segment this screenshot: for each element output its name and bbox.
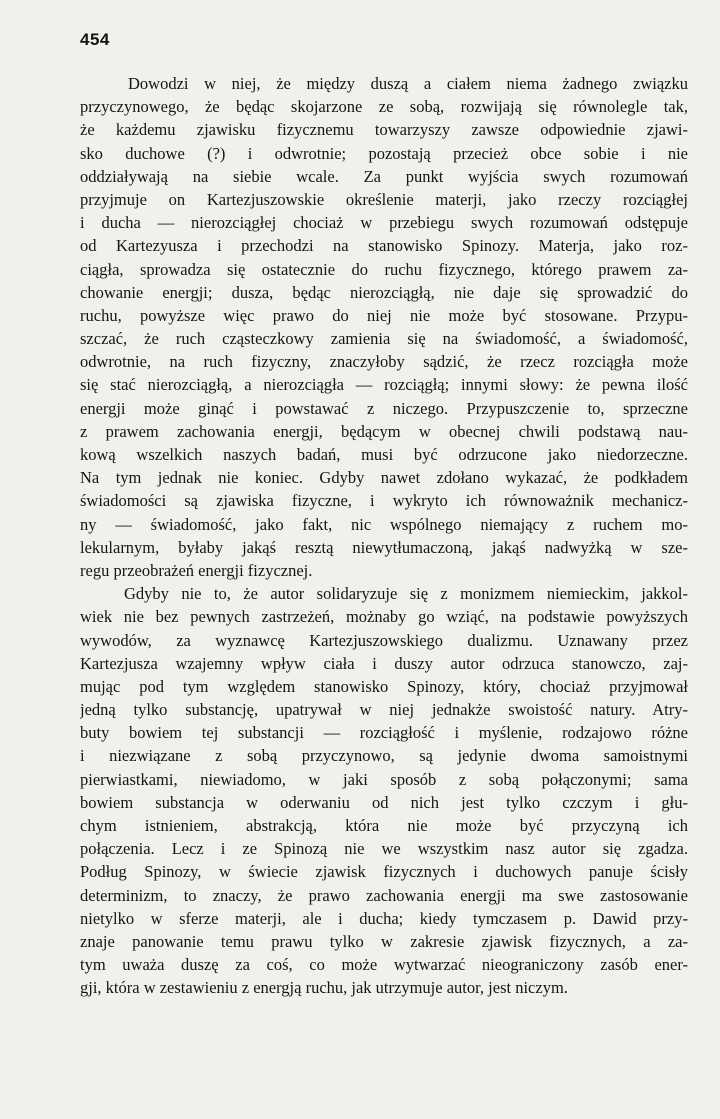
text-line: mując pod tym względem stanowisko Spinozy, który, chociaż przyjmował xyxy=(80,676,688,696)
text-line: pierwiastkami, niewiadomo, w jaki sposób z sobą połączonymi; sama xyxy=(80,769,688,789)
text-line: energji może ginąć i powstawać z niczego. Przypuszczenie to, sprzeczne xyxy=(80,398,688,418)
text-line: nietylko w sferze materji, ale i ducha; kiedy tymczasem p. Dawid przy- xyxy=(80,908,688,928)
text-line: sko duchowe (?) i odwrotnie; pozostają przecież obce sobie i nie xyxy=(80,143,688,163)
text-line: przyczynowego, że będąc skojarzone ze sobą, rozwijają się równolegle tak, xyxy=(80,97,688,117)
body-text xyxy=(80,72,688,1000)
text-line: z prawem zachowania energji, będącym w obecnej chwili podstawą nau- xyxy=(80,421,688,441)
text-line: Gdyby nie to, że autor solidaryzuje się z monizmem niemieckim, jakkol- xyxy=(124,584,688,604)
text-line: ciągła, sprowadza się ostatecznie do ruchu fizycznego, którego prawem za- xyxy=(80,259,688,279)
text-line: kową wszelkich naszych badań, musi być odrzucone jako niedorzeczne. xyxy=(80,445,688,464)
text-line: determinizm, to znaczy, że prawo zachowania energji ma swe zastosowanie xyxy=(80,885,688,905)
text-line: gji, która w zestawieniu z energją ruchu, jak utrzymuje autor, jest niczym. xyxy=(80,978,568,998)
text-line: szczać, że ruch cząsteczkowy zamienia się na świadomość, a świadomość, xyxy=(80,329,688,349)
text-line: Podług Spinozy, w świecie zjawisk fizycznych i duchowych panuje ścisły xyxy=(80,862,688,882)
text-line: odwrotnie, na ruch fizyczny, znaczyłoby sądzić, że rzecz rozciągła może xyxy=(80,352,688,372)
text-line: świadomości są zjawiska fizyczne, i wykryto ich równoważnik mechanicz- xyxy=(80,491,688,511)
text-line: tym uważa duszę za coś, co może wytwarzać nieograniczony zasób ener- xyxy=(80,955,688,975)
text-line: że każdemu zjawisku fizycznemu towarzyszy zawsze odpowiednie zjawi- xyxy=(80,120,688,140)
text-line: się stać nierozciągłą, a nierozciągła — rozciągłą; innymi słowy: że pewna ilość xyxy=(80,375,688,395)
text-line: i ducha — nierozciągłej chociaż w przebiegu swych rozumowań odstępuje xyxy=(80,213,688,233)
text-line: lekularnym, byłaby jakąś resztą niewytłumaczoną, jakąś nadwyżką w sze- xyxy=(80,537,688,557)
text-line: Dowodzi w niej, że między duszą a ciałem niema żadnego związku xyxy=(128,74,688,93)
text-line: przyjmuje on Kartezjuszowskie określenie materji, jako rzeczy rozciągłej xyxy=(80,189,688,209)
text-line: wywodów, za wyznawcę Kartezjuszowskiego dualizmu. Uznawany przez xyxy=(80,630,688,650)
text-line: chowanie energji; dusza, będąc nierozciągłą, nie daje się sprowadzić do xyxy=(80,282,688,302)
text-line: Kartezjusza wzajemny wpływ ciała i duszy autor odrzuca stanowczo, zaj- xyxy=(80,653,688,673)
text-line: regu przeobrażeń energji fizycznej. xyxy=(80,560,313,580)
text-line: Na tym jednak nie koniec. Gdyby nawet zdołano wykazać, że podkładem xyxy=(80,468,688,488)
text-line: buty bowiem tej substancji — rozciągłość i myślenie, rodzajowo różne xyxy=(80,723,688,743)
text-line: znaje panowanie temu prawu tylko w zakresie zjawisk fizycznych, a za- xyxy=(80,931,688,951)
text-line: wiek nie bez pewnych zastrzeżeń, możnaby go wziąć, na podstawie powyższych xyxy=(80,607,688,627)
text-line: od Kartezyusza i przechodzi na stanowisko Spinozy. Materja, jako roz- xyxy=(80,236,688,256)
text-line: ruchu, powyższe więc prawo do niej nie może być stosowane. Przypu- xyxy=(80,305,688,325)
page-number: 454 xyxy=(80,30,110,49)
text-line: połączenia. Lecz i ze Spinozą nie we wszystkim nasz autor się zgadza. xyxy=(80,839,688,859)
text-line: oddziaływają na siebie wcale. Za punkt wyjścia swych rozumowań xyxy=(80,166,688,186)
text-line: i niezwiązane z sobą przyczynowo, są jedynie dwoma samoistnymi xyxy=(80,746,688,766)
text-line: chym istnieniem, abstrakcją, która nie może być przyczyną ich xyxy=(80,816,688,835)
text-line: bowiem substancja w oderwaniu od nich jest tylko czczym i głu- xyxy=(80,792,688,812)
text-line: jedną tylko substancję, upatrywał w niej jednakże swoistość natury. Atry- xyxy=(80,700,688,720)
text-line: ny — świadomość, jako fakt, nic wspólnego niemający z ruchem mo- xyxy=(80,514,688,534)
